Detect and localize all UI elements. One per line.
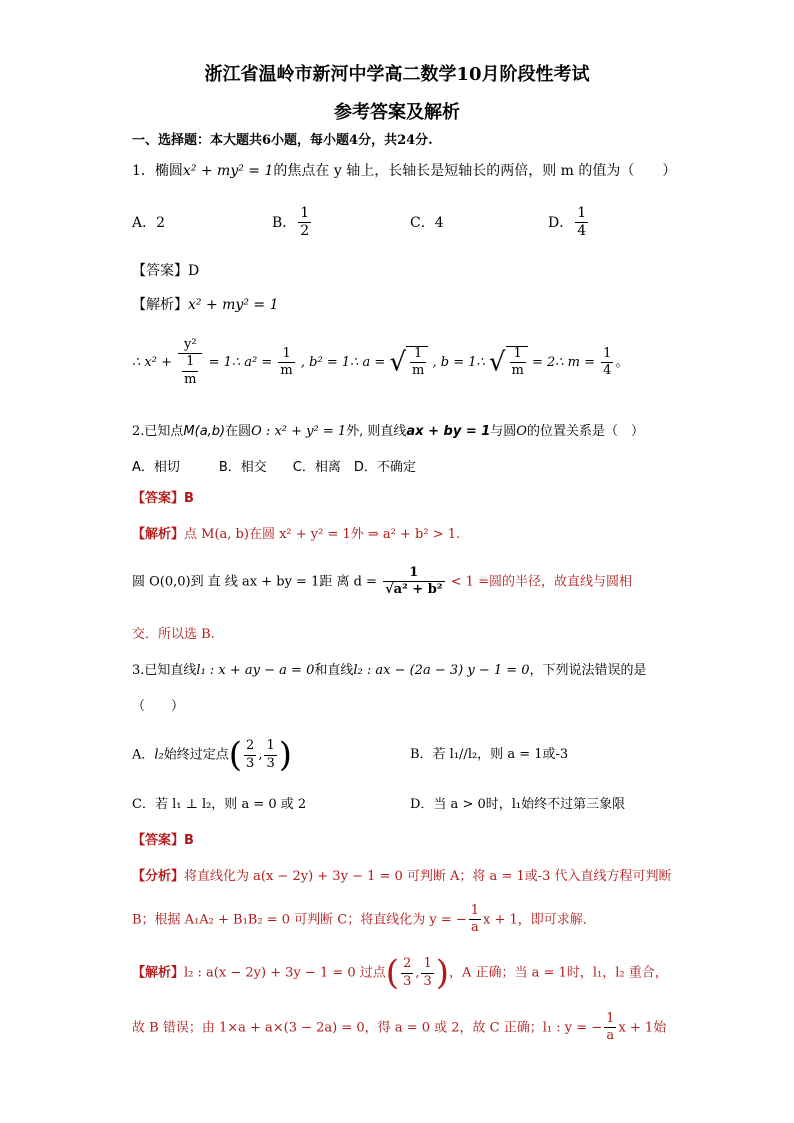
q2-distance-conclusion: < 1 =圆的半径，故直线与圆相 bbox=[450, 574, 632, 590]
fraction-numerator: 2 bbox=[244, 739, 256, 755]
work-fraction bbox=[601, 347, 613, 379]
q1-option-b-fraction bbox=[298, 206, 311, 240]
fraction-numerator: 1 bbox=[601, 347, 613, 363]
fraction-denominator: 4 bbox=[603, 362, 612, 378]
fraction-numerator: 1 bbox=[298, 206, 311, 223]
q3-suffix: ，下列说法错误的是 bbox=[529, 663, 647, 678]
q1-equation: x² + my² = 1 bbox=[182, 163, 274, 179]
fraction-numerator: 2 bbox=[401, 957, 413, 973]
fraction bbox=[401, 957, 413, 989]
q3-text: 和直线 bbox=[314, 663, 354, 678]
q2-distance-fraction bbox=[383, 566, 444, 598]
page-subtitle: 参考答案及解析 bbox=[334, 102, 460, 123]
work-text: 。 bbox=[615, 354, 629, 370]
q3-option-a-text: 始终过定点 bbox=[163, 747, 229, 763]
work-text: , b = 1∴ bbox=[432, 354, 485, 370]
fraction-denominator: 4 bbox=[577, 223, 587, 240]
q1-option-b-label: B． bbox=[272, 214, 297, 231]
q2-o: O bbox=[516, 424, 527, 439]
q3-option-a-label: A． bbox=[132, 747, 155, 763]
fraction-denominator: 2 bbox=[300, 223, 310, 240]
q3-fenxi-text: B；根据 A₁A₂ + B₁B₂ = 0 可判断 C；将直线化为 y = − bbox=[132, 912, 467, 928]
q2-conclusion: 交．所以选 B. bbox=[132, 627, 215, 642]
fraction-denominator: m bbox=[511, 363, 524, 379]
fraction-numerator: 1 bbox=[383, 566, 444, 582]
fraction-numerator: y² bbox=[178, 338, 202, 354]
q1-option-d-fraction bbox=[575, 206, 588, 240]
q3-fenxi-1 bbox=[132, 870, 672, 883]
q3-jiexi-text: 故 B 错误；由 1×a + a×(3 − 2a) = 0，得 a = 0 或 2，故 C 正确；l₁ : y = − bbox=[132, 1020, 603, 1036]
q2-point: M(a,b) bbox=[183, 424, 226, 439]
q3-jiexi-label: 【解析】 bbox=[132, 965, 185, 981]
q3-option-d: D．当 a > 0时，l₁始终不过第三象限 bbox=[410, 797, 626, 812]
radicand: a² + b² bbox=[393, 582, 443, 598]
fraction bbox=[421, 957, 433, 989]
q2-circle: O : x² + y² = 1 bbox=[251, 424, 347, 439]
q3-fenxi-2 bbox=[132, 904, 596, 936]
q3-prefix: 3.已知直线 bbox=[132, 663, 197, 678]
q1-option-c: C．4 bbox=[410, 215, 444, 231]
work-fraction bbox=[510, 347, 526, 379]
q3-option-c: C．若 l₁ ⊥ l₂，则 a = 0 或 2 bbox=[132, 797, 307, 812]
question-1-stem bbox=[132, 164, 676, 178]
q1-analysis-equation: x² + my² = 1 bbox=[188, 297, 279, 313]
q3-line-2: l₂ : ax − (2a − 3) y − 1 = 0 bbox=[353, 663, 530, 678]
q1-option-b bbox=[272, 206, 313, 240]
q1-work bbox=[132, 338, 628, 387]
inner-fraction bbox=[182, 355, 198, 387]
q3-jiexi-text: l₂ : a(x − 2y) + 3y − 1 = 0 过点 bbox=[184, 965, 386, 981]
fraction-denominator: a bbox=[471, 920, 479, 936]
fraction-numerator: 1 bbox=[410, 347, 426, 363]
q2-text: 与圆 bbox=[490, 424, 517, 439]
q1-answer: 【答案】D bbox=[132, 263, 200, 279]
fraction-denominator bbox=[178, 354, 202, 387]
q3-option-a: A．l₂始终过定点( $\frac{2}{3}$ , $\frac{1}{3}$ ) bbox=[132, 735, 293, 775]
q2-text: 外, 则直线 bbox=[346, 424, 407, 439]
q3-fenxi-text: 将直线化为 a(x − 2y) + 3y − 1 = 0 可判断 A；将 a = 1或-3 代入直线方程可判断 bbox=[184, 869, 672, 884]
fraction-numerator: 1 bbox=[604, 1012, 616, 1028]
page-title: 浙江省温岭市新河中学高二数学10月阶段性考试 bbox=[204, 64, 590, 85]
q3-jiexi-1: 【解析】l₂ : a(x − 2y) + 3y − 1 = 0 过点( $\frac{2}{3}$ , $\frac{1}{3}$ )，A 正确；当 a = 1时，l₁，l₂ 重合， bbox=[132, 953, 668, 993]
fraction bbox=[604, 1012, 616, 1044]
fraction-numerator: 1 bbox=[278, 347, 294, 363]
q2-answer: 【答案】B bbox=[132, 491, 194, 506]
work-fraction-y bbox=[178, 338, 202, 387]
q3-paren: （ ） bbox=[132, 699, 185, 714]
work-text: ∴ x² + bbox=[132, 354, 172, 370]
work-text: , b² = 1∴ a = bbox=[300, 354, 386, 370]
work-text: = 1∴ a² = bbox=[208, 354, 273, 370]
radical: √ $\frac{1}{m}$ bbox=[489, 346, 528, 379]
q3-line-1: l₁ : x + ay − a = 0 bbox=[196, 663, 315, 678]
fraction-denominator: a bbox=[606, 1028, 615, 1044]
q3-answer: 【答案】B bbox=[132, 833, 194, 848]
work-fraction bbox=[278, 347, 294, 379]
fraction bbox=[469, 904, 481, 936]
q2-line: ax + by = 1 bbox=[406, 424, 491, 439]
q2-text: 在圆 bbox=[225, 424, 252, 439]
q3-option-a-line: l₂ bbox=[154, 747, 164, 763]
fraction-denominator: 3 bbox=[403, 973, 412, 989]
fraction-denominator: m bbox=[280, 362, 293, 378]
work-fraction bbox=[410, 347, 426, 379]
q1-analysis bbox=[132, 298, 278, 312]
fraction-numerator: 1 bbox=[182, 355, 198, 371]
q1-prefix: 1．椭圆 bbox=[132, 163, 183, 179]
fraction-numerator: 1 bbox=[469, 904, 481, 920]
radical: √ $\frac{1}{m}$ bbox=[389, 346, 428, 379]
question-2-stem bbox=[132, 425, 644, 438]
q1-option-d bbox=[548, 206, 590, 240]
q2-prefix: 2.已知点 bbox=[132, 424, 184, 439]
q3-fenxi-label: 【分析】 bbox=[132, 869, 185, 884]
fraction-denominator: √a² + b² bbox=[385, 582, 443, 598]
fraction-numerator: 1 bbox=[575, 206, 588, 223]
q1-option-a: A．2 bbox=[132, 215, 166, 231]
q2-options: A．相切 B．相交 C．相离 D．不确定 bbox=[132, 460, 416, 475]
q3-option-b: B．若 l₁//l₂，则 a = 1或-3 bbox=[410, 747, 569, 762]
q2-analysis-text: 点 M(a, b)在圆 x² + y² = 1外 ⇒ a² + b² > 1. bbox=[184, 527, 461, 542]
q2-suffix: 的位置关系是（ ） bbox=[526, 424, 644, 439]
fraction bbox=[244, 739, 256, 771]
q1-option-d-label: D． bbox=[548, 214, 574, 231]
question-3-stem bbox=[132, 664, 647, 677]
fraction-denominator: m bbox=[412, 363, 425, 379]
q3-fenxi-text: x + 1，即可求解． bbox=[483, 912, 596, 928]
fraction-numerator: 1 bbox=[264, 739, 276, 755]
work-text: = 2∴ m = bbox=[531, 354, 596, 370]
q2-distance-line bbox=[132, 566, 632, 598]
fraction-denominator: 3 bbox=[246, 755, 255, 771]
fraction-denominator: m bbox=[184, 371, 197, 387]
fraction-numerator: 1 bbox=[421, 957, 433, 973]
section-heading: 一、选择题：本大题共6小题，每小题4分，共24分. bbox=[132, 133, 433, 148]
fraction-numerator: 1 bbox=[510, 347, 526, 363]
fraction-denominator: 3 bbox=[423, 973, 432, 989]
fraction bbox=[264, 739, 276, 771]
q1-suffix: 的焦点在 y 轴上，长轴长是短轴长的两倍，则 m 的值为（ ） bbox=[273, 163, 677, 179]
q1-analysis-label: 【解析】 bbox=[132, 297, 188, 313]
q2-distance-text: 圆 O(0,0)到 直 线 ax + by = 1距 离 d = bbox=[132, 574, 377, 590]
q3-jiexi-2 bbox=[132, 1012, 666, 1044]
q3-jiexi-text: ，A 正确；当 a = 1时，l₁，l₂ 重合， bbox=[449, 965, 668, 981]
fraction-denominator: 3 bbox=[266, 755, 275, 771]
q2-analysis-label: 【解析】 bbox=[132, 527, 185, 542]
q3-jiexi-text: x + 1始 bbox=[618, 1020, 667, 1036]
q2-analysis bbox=[132, 528, 460, 541]
